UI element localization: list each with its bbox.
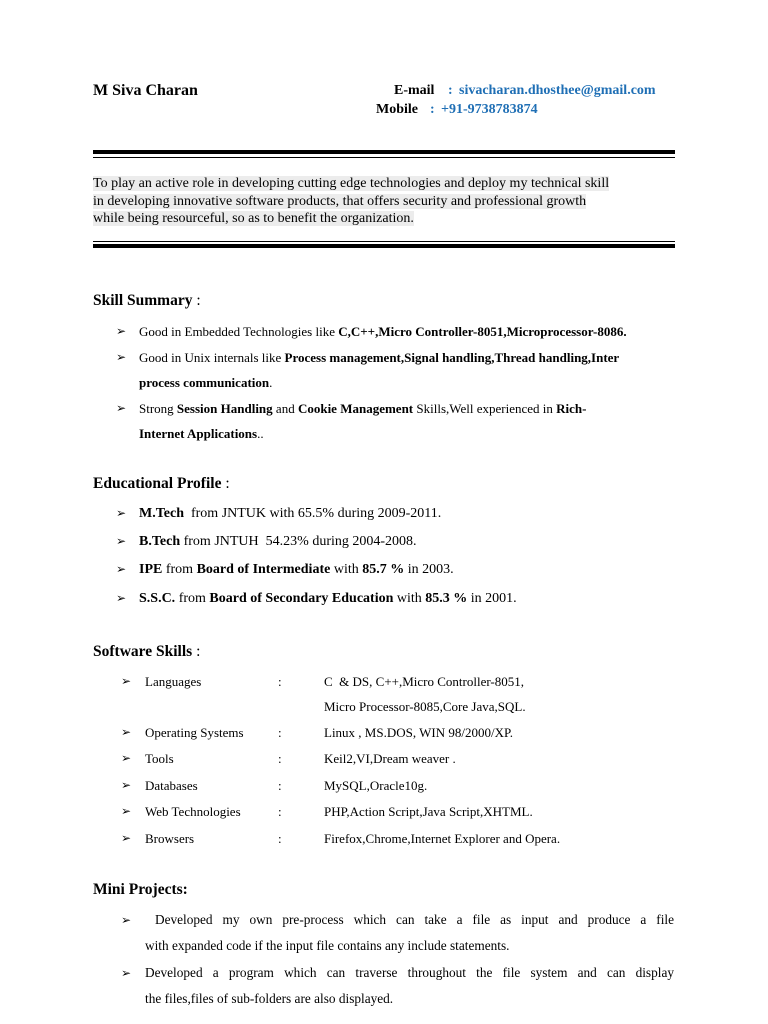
skill-separator: : — [278, 778, 282, 793]
item-text: Good in Unix internals like — [139, 350, 285, 365]
bullet-arrow-icon: ➢ — [116, 534, 127, 548]
divider-thick — [93, 150, 675, 154]
item-text: . — [269, 375, 273, 390]
bullet-arrow-icon: ➢ — [121, 831, 132, 845]
list-item: Developed my own pre-process which can take a file as input and produce a file — [145, 912, 674, 927]
bullet-arrow-icon: ➢ — [116, 591, 127, 605]
item-text: with — [393, 591, 426, 606]
skill-value: MySQL,Oracle10g. — [324, 778, 428, 793]
bullet-arrow-icon: ➢ — [121, 751, 132, 765]
mobile-separator: : — [430, 102, 435, 117]
skill-value: C & DS, C++,Micro Controller-8051, — [324, 674, 525, 689]
item-text: from JNTUH 54.23% during 2004-2008. — [180, 534, 417, 549]
bullet-arrow-icon: ➢ — [121, 674, 132, 688]
item-bold: IPE — [139, 562, 163, 577]
skill-value: Keil2,VI,Dream weaver . — [324, 751, 456, 766]
item-text: with — [330, 562, 363, 577]
bullet-arrow-icon: ➢ — [121, 913, 132, 927]
skill-label: Web Technologies — [145, 804, 241, 819]
divider-thin — [93, 157, 675, 158]
list-item-continued: the files,files of sub-folders are also displayed. — [145, 991, 394, 1006]
skill-separator: : — [278, 674, 282, 689]
bullet-arrow-icon: ➢ — [121, 804, 132, 818]
bullet-arrow-icon: ➢ — [116, 506, 127, 520]
list-item — [139, 529, 417, 554]
item-bold: Session Handling — [176, 401, 273, 416]
item-bold: 85.3 % — [425, 591, 468, 606]
section-title: Software Skills — [93, 643, 193, 660]
item-bold: 85.7 % — [362, 562, 405, 577]
item-bold: B.Tech — [139, 534, 181, 549]
email-value[interactable]: sivacharan.dhosthee@gmail.com — [459, 83, 656, 98]
mobile-label: Mobile — [376, 102, 418, 117]
list-item — [139, 396, 586, 421]
item-bold: C,C++,Micro Controller-8051,Microprocessor-8086. — [338, 324, 627, 339]
list-item: Developed a program which can traverse throughout the file system and can display — [145, 965, 674, 980]
email-label: E-mail — [394, 83, 435, 98]
section-colon: : — [225, 475, 230, 492]
list-item-continued — [139, 421, 264, 446]
list-item — [139, 501, 441, 526]
divider-thick — [93, 244, 675, 248]
list-item — [139, 345, 619, 370]
item-bold: M.Tech — [139, 506, 184, 521]
education-heading — [93, 475, 230, 493]
skill-label: Databases — [145, 778, 198, 793]
item-text: Skills,Well experienced in — [413, 401, 557, 416]
section-colon: : — [196, 292, 201, 309]
item-bold: Rich- — [556, 401, 587, 416]
list-item-continued: with expanded code if the input file contains any include statements. — [145, 938, 510, 953]
item-bold: S.S.C. — [139, 591, 176, 606]
item-bold: Internet Applications — [139, 426, 258, 441]
skill-value: Micro Processor-8085,Core Java,SQL. — [324, 699, 526, 714]
item-text: and — [272, 401, 298, 416]
objective-line: in developing innovative software products, that offers security and professional growth — [93, 193, 587, 209]
item-text: from — [175, 591, 210, 606]
bullet-arrow-icon: ➢ — [116, 562, 127, 576]
mini-projects-heading: Mini Projects: — [93, 881, 188, 898]
section-title: Skill Summary — [93, 292, 193, 309]
bullet-arrow-icon: ➢ — [121, 778, 132, 792]
skill-summary-heading — [93, 292, 201, 310]
skill-label: Languages — [145, 674, 202, 689]
email-separator: : — [448, 83, 453, 98]
section-colon: : — [196, 643, 201, 660]
section-title: Educational Profile — [93, 475, 222, 492]
software-skills-heading — [93, 643, 200, 661]
objective-line: while being resourceful, so as to benefit the organization. — [93, 211, 414, 226]
item-text: Good in Embedded Technologies like — [139, 324, 339, 339]
skill-label: Browsers — [145, 831, 195, 846]
bullet-arrow-icon: ➢ — [116, 324, 127, 338]
skill-separator: : — [278, 725, 282, 740]
skill-value: PHP,Action Script,Java Script,XHTML. — [324, 804, 533, 819]
skill-separator: : — [278, 751, 282, 766]
divider-thin — [93, 241, 675, 242]
list-item-continued — [139, 370, 272, 395]
skill-label: Operating Systems — [145, 725, 244, 740]
bullet-arrow-icon: ➢ — [121, 966, 132, 980]
bullet-arrow-icon: ➢ — [116, 401, 127, 415]
bullet-arrow-icon: ➢ — [121, 725, 132, 739]
candidate-name: M Siva Charan — [93, 82, 198, 99]
list-item — [139, 319, 627, 344]
item-text: from JNTUK with 65.5% during 2009-2011. — [183, 506, 442, 521]
skill-separator: : — [278, 831, 282, 846]
list-item — [139, 557, 454, 582]
item-bold: Board of Secondary Education — [209, 591, 394, 606]
item-bold: process communication — [139, 375, 270, 390]
skill-value: Firefox,Chrome,Internet Explorer and Opera. — [324, 831, 561, 846]
skill-label: Tools — [145, 751, 174, 766]
objective-text — [93, 175, 668, 228]
item-text: in 2001. — [467, 591, 517, 606]
item-text: .. — [257, 426, 264, 441]
objective-line: To play an active role in developing cutting edge technologies and deploy my technical skill — [93, 176, 610, 191]
skill-value: Linux , MS.DOS, WIN 98/2000/XP. — [324, 725, 514, 740]
item-text: from — [162, 562, 197, 577]
item-bold: Cookie Management — [297, 401, 414, 416]
list-item — [139, 586, 517, 611]
item-bold: Board of Intermediate — [196, 562, 331, 577]
item-bold: Process management,Signal handling,Thread handling,Inter — [284, 350, 620, 365]
bullet-arrow-icon: ➢ — [116, 350, 127, 364]
item-text: Strong — [139, 401, 177, 416]
mobile-value: +91-9738783874 — [441, 102, 538, 117]
skill-separator: : — [278, 804, 282, 819]
item-text: in 2003. — [404, 562, 454, 577]
